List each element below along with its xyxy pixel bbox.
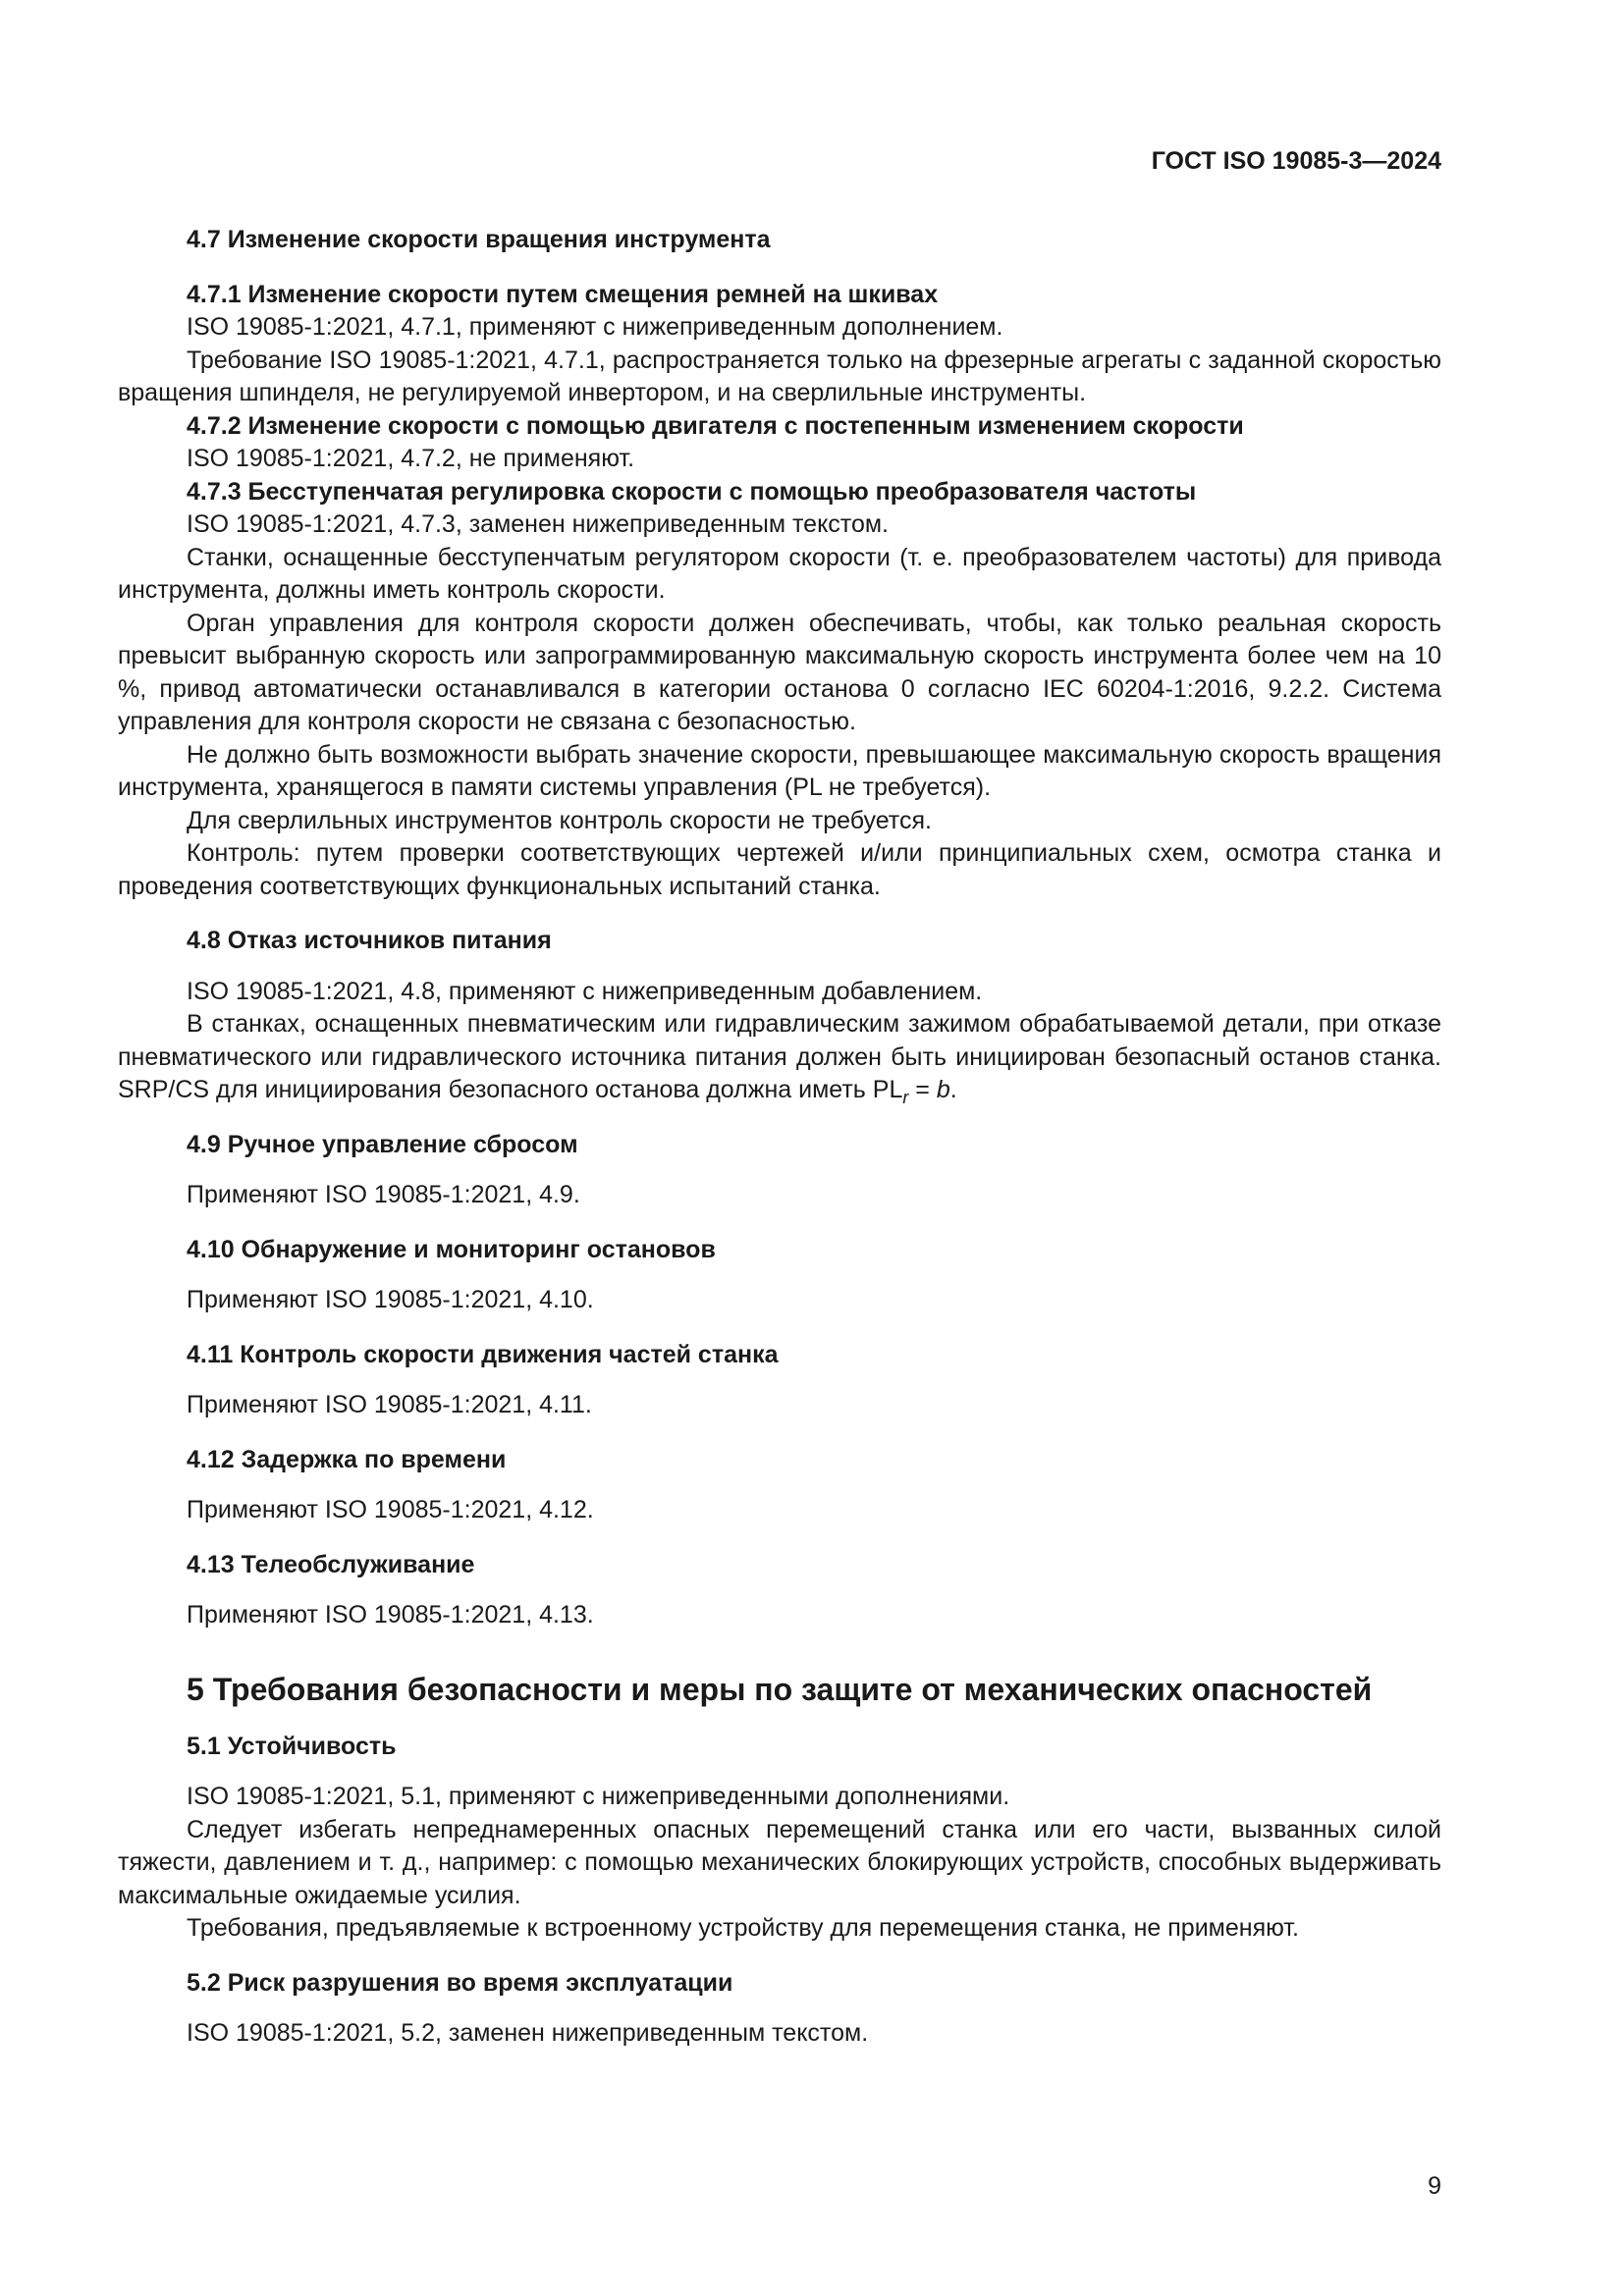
section-4-7-3-para-1: ISO 19085-1:2021, 4.7.3, заменен нижеприведенным текстом. [187,510,889,538]
section-4-7-1-heading: 4.7.1 Изменение скорости путем смещения ремней на шкивах [187,280,939,308]
pl-value: b [936,1076,950,1103]
section-5-2-para-1: ISO 19085-1:2021, 5.2, заменен нижеприведенным текстом. [187,2019,869,2047]
page-content [118,224,1441,2051]
section-4-8-para-1: ISO 19085-1:2021, 4.8, применяют с нижеприведенным добавлением. [187,977,983,1005]
section-4-12-heading: 4.12 Задержка по времени [187,1445,507,1473]
section-4-11-para-1: Применяют ISO 19085-1:2021, 4.11. [187,1391,592,1418]
section-4-7-3-para-3: Орган управления для контроля скорости должен обеспечивать, чтобы, как только реальная скорость превысит выбранную скорость или запрограммированную максимальную скорость инструмента более чем на 10 %, привод автоматически останавливался в категории останова 0 согласно IEC 60204-1:2016, 9.2.2. Система управления для контроля скорости не связана с безопасностью. [118,609,1441,735]
section-4-9-para-1: Применяют ISO 19085-1:2021, 4.9. [187,1181,580,1208]
section-4-11-heading: 4.11 Контроль скорости движения частей станка [187,1340,779,1368]
section-4-10-para-1: Применяют ISO 19085-1:2021, 4.10. [187,1286,594,1313]
section-4-7-3-para-5: Для сверлильных инструментов контроль скорости не требуется. [187,806,932,834]
section-4-7-3-heading: 4.7.3 Бесступенчатая регулировка скорости с помощью преобразователя частоты [187,477,1197,506]
section-4-12-para-1: Применяют ISO 19085-1:2021, 4.12. [187,1496,594,1523]
pl-equals: = [908,1076,937,1103]
section-4-7-heading: 4.7 Изменение скорости вращения инструмента [187,226,771,253]
section-5-1-para-3: Требования, предъявляемые к встроенному устройству для перемещения станка, не применяют. [187,1914,1299,1942]
section-4-7-3-para-6: Контроль: путем проверки соответствующих чертежей и/или принципиальных схем, осмотра станка и проведения соответствующих функциональных испытаний станка. [118,839,1441,900]
section-4-7-2-para-1: ISO 19085-1:2021, 4.7.2, не применяют. [187,445,635,472]
section-4-7-3-para-4: Не должно быть возможности выбрать значение скорости, превышающее максимальную скорость вращения инструмента, хранящегося в памяти системы управления (PL не требуется). [118,740,1441,801]
section-4-7-1-para-2: Требование ISO 19085-1:2021, 4.7.1, распространяется только на фрезерные агрегаты с заданной скоростью вращения шпинделя, не регулируемой инвертором, и на сверлильные инструменты. [118,346,1441,406]
section-4-8-heading: 4.8 Отказ источников питания [187,927,552,954]
section-4-7-3-para-2: Станки, оснащенные бесступенчатым регулятором скорости (т. е. преобразователем частоты) для привода инструмента, должны иметь контроль скорости. [118,543,1441,604]
section-4-13-heading: 4.13 Телеобслуживание [187,1550,475,1578]
section-4-10-heading: 4.10 Обнаружение и мониторинг остановов [187,1235,716,1263]
pl-period: . [949,1076,957,1103]
page-number: 9 [1428,2172,1441,2200]
standard-designation: ГОСТ ISO 19085-3—2024 [1151,147,1441,175]
section-4-13-para-1: Применяют ISO 19085-1:2021, 4.13. [187,1601,594,1629]
section-4-9-heading: 4.9 Ручное управление сбросом [187,1130,578,1158]
section-5-1-heading: 5.1 Устойчивость [187,1732,397,1760]
pl-subscript: r [902,1088,909,1107]
section-5-heading: 5 Требования безопасности и меры по защите от механических опасностей [187,1671,1373,1707]
section-5-2-heading: 5.2 Риск разрушения во время эксплуатации [187,1968,733,1997]
section-5-1-para-2: Следует избегать непреднамеренных опасных перемещений станка или его части, вызванных силой тяжести, давлением и т. д., например: с помощью механических блокирующих устройств, способных выдерживать максимальные ожидаемые усилия. [118,1815,1441,1909]
section-4-8-para-2 [118,1008,1441,1107]
section-4-7-1-para-1: ISO 19085-1:2021, 4.7.1, применяют с нижеприведенным дополнением. [187,313,1003,341]
section-4-7-2-heading: 4.7.2 Изменение скорости с помощью двигателя с постепенным изменением скорости [187,411,1244,440]
section-4-8-para-2-text: В станках, оснащенных пневматическим или гидравлическим зажимом обрабатываемой детали, при отказе пневматического или гидравлического источника питания должен быть инициирован безопасный останов станка. SRP/CS для инициирования безопасного останова должна иметь PL [118,1010,1441,1103]
section-5-1-para-1: ISO 19085-1:2021, 5.1, применяют с нижеприведенными дополнениями. [187,1783,1010,1810]
